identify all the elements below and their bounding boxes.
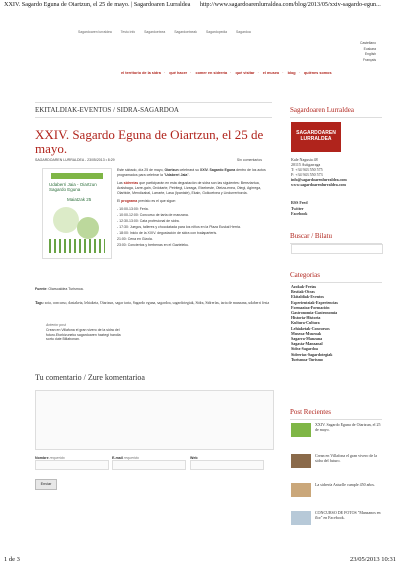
category-link[interactable]: Museoa-Museoak xyxy=(291,330,322,336)
lang-english[interactable]: English xyxy=(364,52,377,56)
rss-link[interactable]: RSS Feed xyxy=(291,200,308,205)
sidrerias-paragraph: Las sidrerías que participarán en esta degustación de sidra son las siguientes: Bereziartua, Araisbaga, Larre-gain, Ordotarte, Petritegi, Lizeaga, Etxebeste, Oteiza-enea, Otegi, Agirrega, Olarbide, Mendizabal, Larrarte, Lasa (Ipantale), Ekain, Goikoetxea y Lindurrerborda. xyxy=(117,181,262,195)
post-body xyxy=(117,168,274,249)
previous-post-link[interactable]: Crean en Villafona el gran vivero de la sidra del futuro.Etorkizuneko sagardoaren haztegi handia sortu dute Billabonan. xyxy=(46,327,121,342)
recent-post-title[interactable]: Crean en Villafona el gran vivero de la sidra del futuro. xyxy=(315,453,377,463)
recent-post-title[interactable]: La sidrería Asturlle cumple 450 años. xyxy=(315,482,375,487)
top-nav-item[interactable]: Sagardoetxea xyxy=(144,30,166,34)
web-field-group xyxy=(190,456,264,470)
top-nav-item[interactable]: Testu info xyxy=(120,30,136,34)
category-link[interactable]: Historia-Historia xyxy=(291,315,321,321)
social-links xyxy=(291,200,308,217)
page-number: 1 de 3 xyxy=(4,556,20,563)
schedule-item: - 18:00: Inicio de la XXIV. degustación de sidra con txalaparteris. xyxy=(117,231,218,235)
recent-post-thumbnail xyxy=(291,511,311,525)
sidebar-brand-heading: Sagardoaren Lurraldea xyxy=(290,106,382,118)
lang-francais[interactable]: Français xyxy=(363,57,377,62)
poster-banner xyxy=(51,173,103,179)
post-date: SAGARDOAREN LURRALDEA - 23/05/2013 • 8:29 xyxy=(35,158,115,162)
schedule-item: - 12:30-13:00: Cata profesional de sidra. xyxy=(117,219,180,223)
category-link[interactable]: Gastronomia-Gastronomía xyxy=(291,310,338,316)
name-field[interactable] xyxy=(35,460,109,470)
top-nav-item[interactable]: Sagardoetxeak xyxy=(174,30,197,34)
recent-post-title[interactable]: XXIV. Sagardo Eguna de Oiartzun, el 25 de mayo. xyxy=(315,422,381,432)
contact-website[interactable]: www.sagardoarenlurraldea.com xyxy=(291,182,346,187)
recent-post[interactable] xyxy=(291,423,383,445)
nav-que-visitar[interactable]: qué visitar xyxy=(235,71,255,75)
category-link[interactable]: Sidra-Sagardoa xyxy=(291,346,318,352)
poster-decoration xyxy=(77,217,99,239)
contact-address xyxy=(291,157,347,187)
recent-post-thumbnail xyxy=(291,483,311,497)
address-line: 20115 Astigarraga xyxy=(291,162,321,167)
recent-post-thumbnail xyxy=(291,454,311,468)
language-switcher xyxy=(360,41,376,63)
nav-separator: · xyxy=(163,71,166,75)
nav-que-hacer[interactable]: qué hacer xyxy=(169,71,188,75)
category-link[interactable]: Sagarra-Manzana xyxy=(291,336,323,342)
search-input[interactable] xyxy=(291,244,383,254)
top-nav-item[interactable]: Sagardoaren lurraldea xyxy=(78,30,112,34)
category-link[interactable]: Sidrerías-Sagardotegiak xyxy=(291,351,333,357)
page-title-header: XXIV. Sagardo Eguna de Oiartzun, el 25 de mayo. | Sagardoaren Lurraldea xyxy=(4,1,191,8)
post-header xyxy=(35,102,272,162)
recent-post[interactable] xyxy=(291,483,383,503)
page-url: http://www.sagardoarenlurraldea.com/blog/2013/05/xxiv-sagardo-egun... xyxy=(199,1,381,8)
poster-date: Maiatzak 25 xyxy=(67,197,92,202)
category-link[interactable]: Bestiak-Otras xyxy=(291,289,315,295)
schedule-item: - 17:30: Juegos, talleres y chocolatada para los niños en la Plaza Euskal Herria. xyxy=(117,225,241,229)
schedule-item: 23:00: Conciertos y berbenas en el Gazteleku. xyxy=(117,243,189,247)
address-line: Kale Nagusia 48 xyxy=(291,157,318,162)
web-label: Web xyxy=(190,456,198,460)
top-nav-item[interactable]: Sagardopedia xyxy=(205,30,228,34)
recent-post-thumbnail xyxy=(291,423,311,437)
name-field-group xyxy=(35,456,109,470)
top-nav-item[interactable]: Sagardoa xyxy=(236,30,251,34)
lang-castellano[interactable]: Castellano xyxy=(360,41,377,45)
web-field[interactable] xyxy=(190,460,264,470)
print-header xyxy=(4,1,400,8)
category-link[interactable]: Formazioa-Formación xyxy=(291,304,330,310)
recent-post[interactable] xyxy=(291,511,383,533)
schedule-item: - 10:00-12:00: Concurso de tarta de manzana. xyxy=(117,213,189,217)
recent-post[interactable] xyxy=(291,454,383,476)
main-nav xyxy=(121,71,335,75)
submit-comment-button[interactable]: Enviar xyxy=(35,479,57,490)
nav-comer[interactable]: comer en sidrería xyxy=(195,71,228,75)
nav-territorio[interactable]: el territorio de la sidra xyxy=(121,71,161,75)
facebook-link[interactable]: Facebook xyxy=(291,211,308,216)
nav-separator: · xyxy=(230,71,232,75)
search-heading: Buscar / Bilatu xyxy=(290,232,382,244)
intro-paragraph: Este sábado, día 25 de mayo, Oiartzun celebrará su XXIV. Sagardo Eguna dentro de los actos programados para celebrar la "Udaberri Jaia". xyxy=(117,168,266,177)
twitter-link[interactable]: Twitter xyxy=(291,205,304,211)
previous-post-label: Anterior post xyxy=(46,323,66,327)
previous-post[interactable] xyxy=(46,323,126,342)
comment-textarea[interactable] xyxy=(35,390,274,450)
email-label: E-mail requerido xyxy=(112,456,139,460)
program-intro: El programa previsto es el que sigue: xyxy=(117,199,176,203)
nav-separator: · xyxy=(190,71,192,75)
post-meta xyxy=(35,158,272,162)
nav-separator: · xyxy=(282,71,284,75)
poster-illustration xyxy=(49,239,105,253)
schedule-item: 21:00: Cena en Gizola. xyxy=(117,237,153,241)
brand-logo[interactable]: SAGARDOAREN LURRALDEA xyxy=(291,122,341,152)
name-label: Nombre requerido xyxy=(35,456,65,460)
event-poster-image[interactable] xyxy=(42,168,112,259)
comment-heading: Tu comentario / Zure komentarioa xyxy=(35,373,145,382)
post-title[interactable]: XXIV. Sagardo Eguna de Oiartzun, el 25 de mayo. xyxy=(35,127,264,156)
categories-heading: Categorias xyxy=(290,271,382,283)
category-link[interactable]: Kultura-Cultura xyxy=(291,320,320,326)
lang-euskara[interactable]: Euskara xyxy=(363,46,377,51)
source-line: Fuente: Oiarsoaldea Turismoa. xyxy=(35,287,84,291)
post-tags xyxy=(35,301,272,306)
poster-decoration xyxy=(53,207,79,233)
comments-link[interactable]: Sin comentarios xyxy=(236,158,262,162)
category-link[interactable]: Azokak-Ferias xyxy=(291,284,317,289)
contact-email[interactable]: info@sagardoarenlurraldea.com xyxy=(291,177,347,182)
tags-label: Tags: xyxy=(35,301,44,305)
category-link[interactable]: Ekitaldiak-Eventos xyxy=(291,294,324,300)
recent-post-title[interactable]: CONCURSO DE FOTOS "Manzanos en flor" en Facebook. xyxy=(315,510,381,520)
nav-separator: · xyxy=(298,71,300,75)
schedule-item: - 10:00-13:00: Feria. xyxy=(117,207,149,211)
category-link[interactable]: Lehiaketak-Concursos xyxy=(291,325,330,331)
email-field[interactable] xyxy=(112,460,186,470)
category-link[interactable]: Turismoa-Turismo xyxy=(291,356,323,362)
nav-quienes-somos[interactable]: quiénes somos xyxy=(303,71,332,75)
poster-title: Udaberri Jaia - Oiartzun Sagardo Eguna xyxy=(49,182,97,192)
top-nav xyxy=(78,30,259,34)
nav-separator: · xyxy=(257,71,259,75)
email-field-group xyxy=(112,456,186,470)
tags-list[interactable]: sota, concurso, dastaketa, lehiaketa, Oiartzun, sagar tarta, Sagardo eguna, sagardoa, sagardotegiak, Sidra, Sidrerías, tarta de manzana, udaberri festa xyxy=(44,301,270,305)
nav-blog[interactable]: blog xyxy=(287,71,296,75)
address-line: T: +34 943 550 575 xyxy=(291,167,323,172)
address-line: F: +34 943 550 573 xyxy=(291,172,323,177)
print-datetime: 23/05/2013 10:31 xyxy=(349,556,396,563)
recent-posts-heading: Post Recientes xyxy=(290,408,382,420)
category-list xyxy=(291,284,338,362)
category-link[interactable]: Sagasta-Manzanal xyxy=(291,341,323,347)
nav-museo[interactable]: el museo xyxy=(262,71,280,75)
category-heading[interactable]: EKITALDIAK-EVENTOS / SIDRA-SAGARDOA xyxy=(35,102,272,118)
category-link[interactable]: Esperientziak-Experiencias xyxy=(291,299,338,305)
